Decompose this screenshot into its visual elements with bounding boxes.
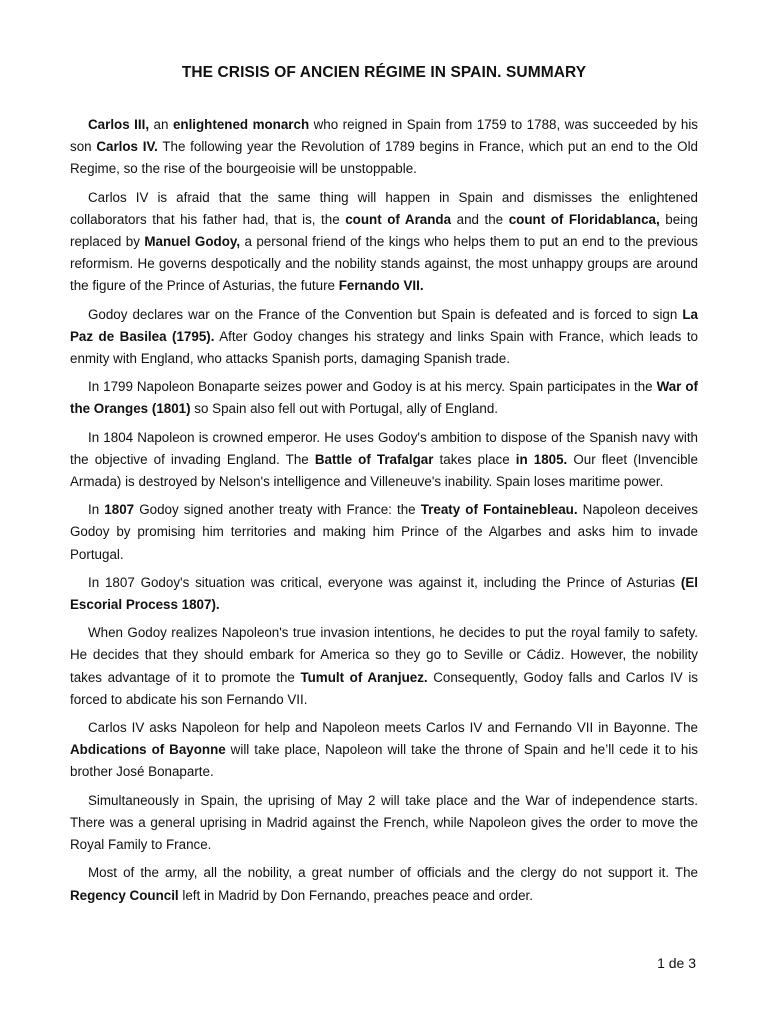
text-run: Simultaneously in Spain, the uprising of May 2 will take place and the War of independence starts. There was a general uprising in Madrid against the French, while Napoleon gives the order to move the Royal Family to France. bbox=[70, 792, 698, 853]
bold-text: Manuel Godoy, bbox=[144, 234, 241, 250]
bold-text: Tumult of Aranjuez. bbox=[300, 669, 428, 685]
bold-text: Treaty of Fontainebleau. bbox=[420, 502, 578, 518]
text-run: will take place, Napoleon will take the throne of Spain and he’ll cede it to his brother José Bonaparte. bbox=[70, 742, 699, 780]
bold-text: 1807 bbox=[104, 502, 135, 518]
bold-text: War of the Oranges (1801) bbox=[70, 379, 698, 417]
text-run: Carlos IV asks Napoleon for help and Napoleon meets Carlos IV and Fernando VII in Bayonne. The bbox=[88, 720, 698, 736]
document-title: THE CRISIS OF ANCIEN RÉGIME IN SPAIN. SUMMARY bbox=[181, 64, 587, 81]
paragraph bbox=[70, 572, 698, 616]
bold-text: count of Aranda bbox=[345, 211, 452, 227]
text-run: Napoleon deceives Godoy by promising him territories and making him Prince of the Algarbes and asks him to invade Portugal. bbox=[70, 502, 698, 562]
bold-text: Abdications of Bayonne bbox=[70, 742, 226, 758]
bold-text: La Paz de Basilea (1795). bbox=[70, 306, 698, 344]
text-run: In 1804 Napoleon is crowned emperor. He uses Godoy's ambition to dispose of the Spanish navy with the objective of invading England. The bbox=[70, 429, 698, 467]
bold-text: Battle of Trafalgar bbox=[314, 451, 434, 467]
paragraph bbox=[70, 622, 698, 711]
text-run: so Spain also fell out with Portugal, ally of England. bbox=[190, 401, 498, 417]
bold-text: enlightened monarch bbox=[172, 117, 310, 132]
text-run: In bbox=[88, 502, 105, 518]
text-run: When Godoy realizes Napoleon's true invasion intentions, he decides to put the royal family to safety. He decides that they should embark for America so they go to Seville or Cádiz. However, the nobility takes advantage of it to promote the bbox=[70, 625, 698, 685]
bold-text: Carlos IV. bbox=[96, 139, 158, 155]
bold-text: Regency Council bbox=[70, 887, 179, 903]
paragraph bbox=[70, 304, 698, 371]
text-run: Consequently, Godoy falls and Carlos IV is forced to abdicate his son Fernando VII. bbox=[70, 669, 698, 707]
text-run: Godoy declares war on the France of the Convention but Spain is defeated and is forced to sign bbox=[88, 306, 683, 322]
bold-text: count of Floridablanca, bbox=[508, 211, 660, 227]
document-body bbox=[70, 114, 698, 907]
paragraph bbox=[70, 114, 698, 181]
text-run: Most of the army, all the nobility, a great number of officials and the clergy do not support it. The bbox=[88, 865, 698, 881]
text-run: an bbox=[149, 117, 173, 132]
page-number: 1 de 3 bbox=[657, 955, 696, 971]
text-run: being replaced by bbox=[70, 211, 699, 250]
bold-text: Carlos III, bbox=[88, 117, 150, 132]
text-run: Carlos IV is afraid that the same thing will happen in Spain and dismisses the enlightened collaborators that his father had, that is, the bbox=[70, 189, 698, 227]
text-run: In 1799 Napoleon Bonaparte seizes power and Godoy is at his mercy. Spain participates in the bbox=[88, 379, 657, 395]
text-run: In 1807 Godoy's situation was critical, everyone was against it, including the Prince of Asturias bbox=[88, 574, 681, 590]
text-run: a personal friend of the kings who helps them to put an end to the previous reformism. He governs despotically and the nobility stands against, the most unhappy groups are around the figure of the Prince of Asturias, the future bbox=[70, 234, 699, 294]
bold-text: Fernando VII. bbox=[338, 278, 424, 294]
text-run: who reigned in Spain from 1759 to 1788, was succeeded by his son bbox=[70, 117, 698, 155]
text-run: The following year the Revolution of 1789 begins in France, which put an end to the Old Regime, so the rise of the bourgeoisie will be unstoppable. bbox=[70, 139, 699, 177]
paragraph bbox=[70, 376, 698, 420]
bold-text: (El Escorial Process 1807). bbox=[70, 574, 698, 613]
paragraph bbox=[70, 717, 698, 784]
text-run: Our fleet (Invencible Armada) is destroyed by Nelson's intelligence and Villeneuve's inability. Spain loses maritime power. bbox=[70, 451, 698, 490]
bold-text: in 1805. bbox=[515, 451, 568, 467]
paragraph bbox=[70, 499, 698, 566]
text-run: takes place bbox=[433, 451, 516, 467]
text-run: left in Madrid by Don Fernando, preaches peace and order. bbox=[178, 887, 533, 903]
text-run: and the bbox=[451, 211, 509, 227]
paragraph bbox=[70, 427, 698, 494]
paragraph bbox=[70, 790, 698, 857]
text-run: After Godoy changes his strategy and links Spain with France, which leads to enmity with England, who attacks Spanish ports, damaging Spanish trade. bbox=[70, 328, 698, 367]
text-run: Godoy signed another treaty with France: the bbox=[134, 502, 421, 518]
paragraph bbox=[70, 187, 698, 298]
paragraph bbox=[70, 862, 698, 906]
